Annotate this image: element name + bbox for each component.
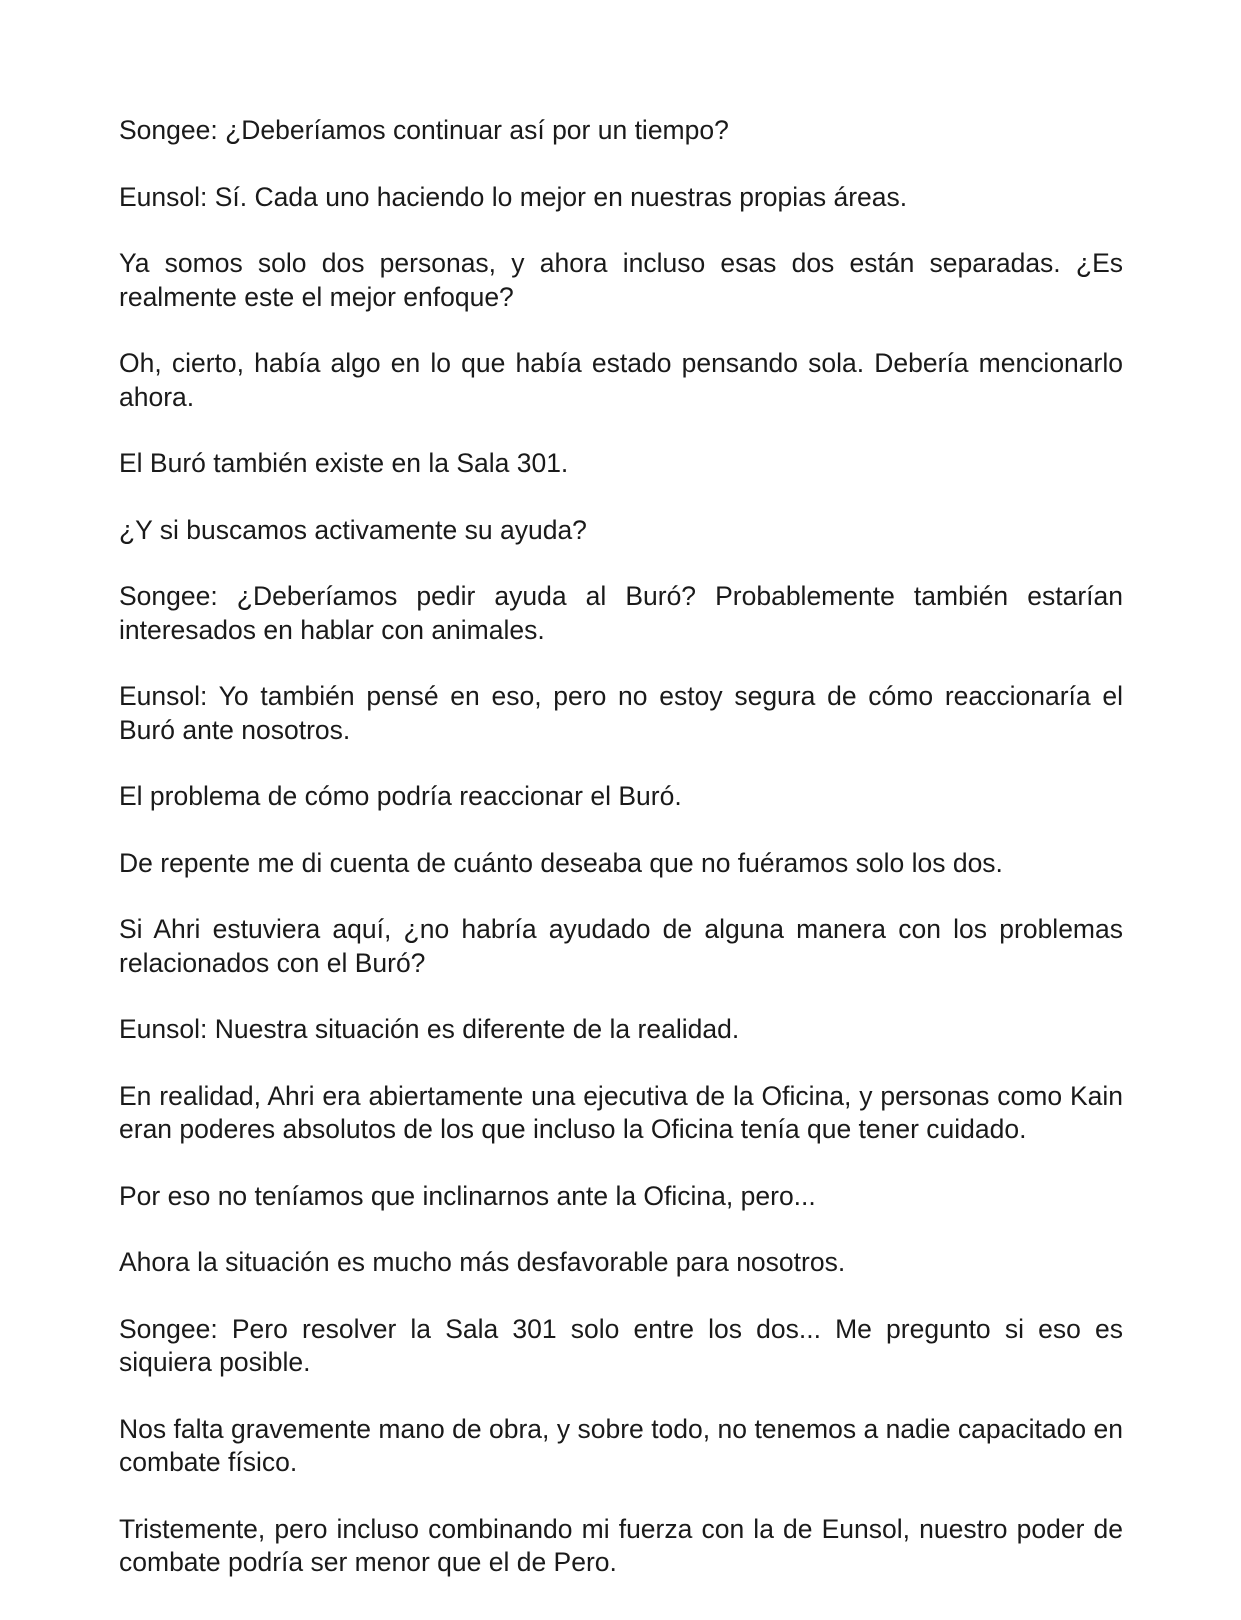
- paragraph: Eunsol: Yo también pensé en eso, pero no estoy segura de cómo reaccionaría el Buró ante nosotros.: [119, 681, 1123, 745]
- paragraph: ¿Y si buscamos activamente su ayuda?: [119, 514, 587, 545]
- paragraph: Songee: ¿Deberíamos continuar así por un tiempo?: [119, 115, 729, 145]
- paragraph: Tristemente, pero incluso combinando mi fuerza con la de Eunsol, nuestro poder de combate podría ser menor que el de Pero.: [119, 1513, 1123, 1577]
- paragraph: Por eso no teníamos que inclinarnos ante la Oficina, pero...: [119, 1180, 816, 1211]
- paragraph: El problema de cómo podría reaccionar el Buró.: [119, 781, 682, 811]
- paragraph: Oh, cierto, había algo en lo que había estado pensando sola. Debería mencionarlo ahora.: [119, 348, 1123, 412]
- paragraph: Si Ahri estuviera aquí, ¿no habría ayudado de alguna manera con los problemas relacionados con el Buró?: [119, 914, 1123, 978]
- paragraph: Songee: ¿Deberíamos pedir ayuda al Buró? Probablemente también estarían interesados en hablar con animales.: [119, 581, 1123, 645]
- paragraph: El Buró también existe en la Sala 301.: [119, 448, 569, 478]
- paragraph: Ya somos solo dos personas, y ahora incluso esas dos están separadas. ¿Es realmente este el mejor enfoque?: [119, 248, 1123, 312]
- document-body: [119, 114, 1123, 1613]
- paragraph: Eunsol: Nuestra situación es diferente de la realidad.: [119, 1014, 740, 1044]
- paragraph: De repente me di cuenta de cuánto deseaba que no fuéramos solo los dos.: [119, 847, 1003, 878]
- paragraph: En realidad, Ahri era abiertamente una ejecutiva de la Oficina, y personas como Kain eran poderes absolutos de los que incluso la Oficina tenía que tener cuidado.: [119, 1080, 1123, 1144]
- paragraph: Ahora la situación es mucho más desfavorable para nosotros.: [119, 1247, 846, 1277]
- paragraph: Eunsol: Sí. Cada uno haciendo lo mejor en nuestras propias áreas.: [119, 181, 908, 212]
- paragraph: Songee: Pero resolver la Sala 301 solo entre los dos... Me pregunto si eso es siquiera posible.: [119, 1313, 1123, 1377]
- paragraph: Nos falta gravemente mano de obra, y sobre todo, no tenemos a nadie capacitado en combate físico.: [119, 1413, 1123, 1477]
